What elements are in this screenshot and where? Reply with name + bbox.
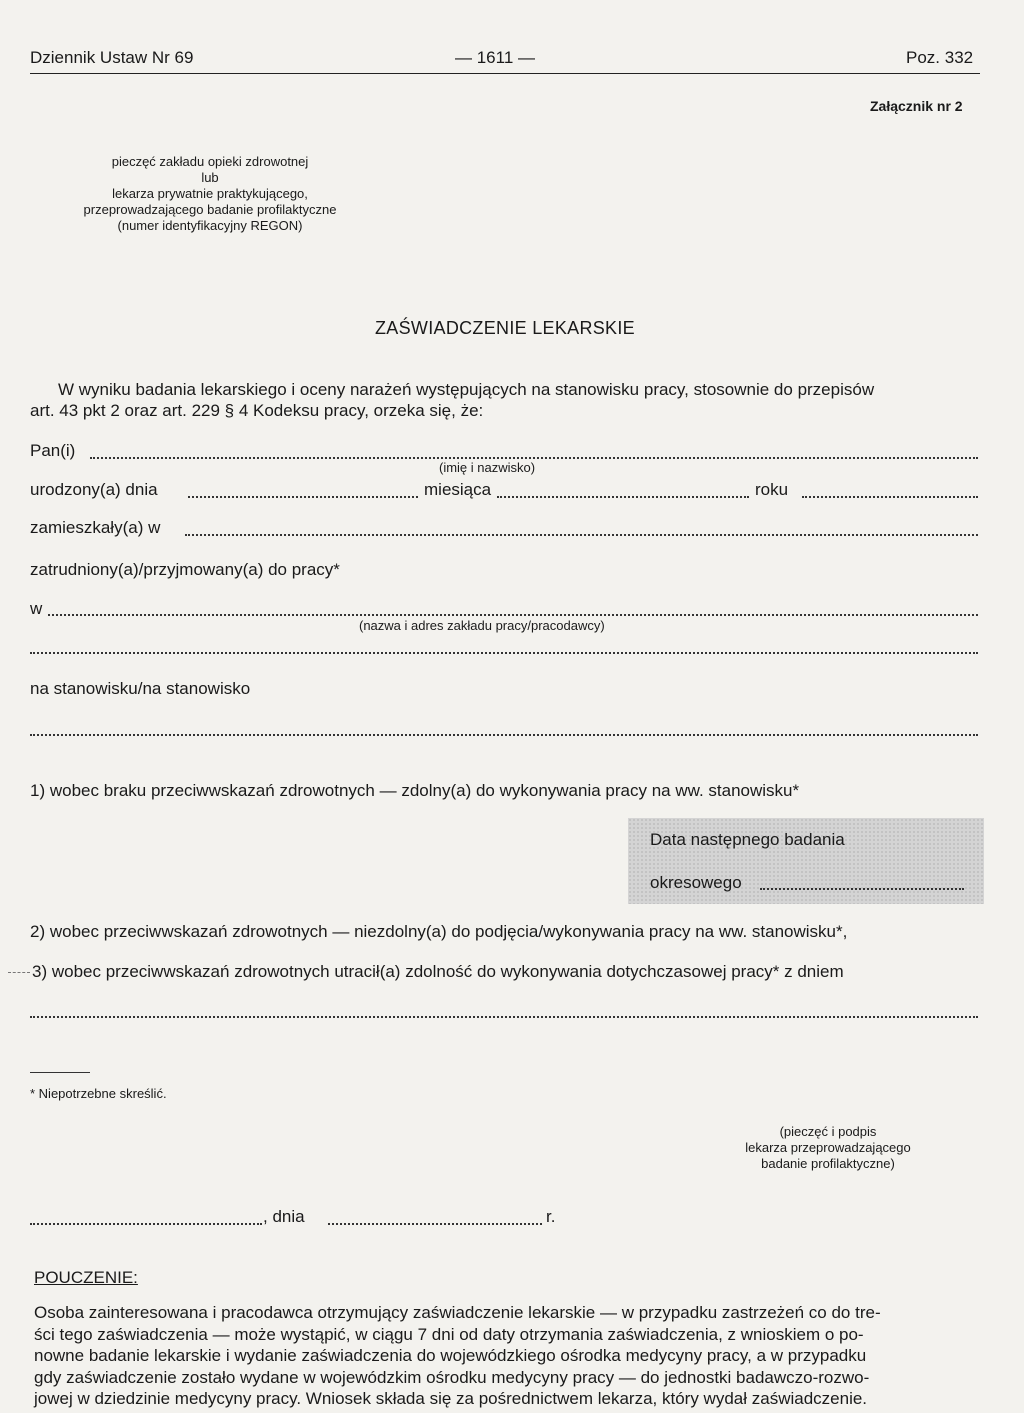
label-year: roku bbox=[755, 480, 789, 499]
next-exam-label-cont: okresowego bbox=[650, 873, 742, 892]
signature-line: badanie profilaktyczne) bbox=[761, 1156, 895, 1171]
stamp-block bbox=[30, 154, 390, 234]
intro-line: art. 43 pkt 2 oraz art. 229 § 4 Kodeksu pracy, orzeka się, że: bbox=[30, 401, 484, 420]
label-dnia: , dnia bbox=[263, 1207, 305, 1226]
journal-title: Dziennik Ustaw Nr 69 bbox=[30, 48, 194, 67]
field-residing[interactable] bbox=[185, 534, 978, 536]
stamp-line: lekarza prywatnie praktykującego, bbox=[112, 186, 308, 201]
label-residing: zamieszkały(a) w bbox=[30, 518, 161, 537]
page-number: — 1611 — bbox=[455, 48, 536, 67]
option-unfit: 2) wobec przeciwwskazań zdrowotnych — niezdolny(a) do podjęcia/wykonywania pracy na ww. stanowisku*, bbox=[30, 922, 848, 941]
label-pan: Pan(i) bbox=[30, 441, 76, 460]
hint-name: (imię i nazwisko) bbox=[439, 460, 536, 475]
stamp-line: lub bbox=[201, 170, 219, 185]
field-born-day[interactable] bbox=[188, 496, 418, 498]
label-w: w bbox=[30, 599, 43, 618]
field-month[interactable] bbox=[497, 496, 749, 498]
next-exam-label: Data następnego badania bbox=[650, 830, 845, 849]
field-next-exam-date[interactable] bbox=[760, 888, 964, 890]
position-number: Poz. 332 bbox=[906, 48, 974, 67]
field-date[interactable] bbox=[328, 1223, 542, 1225]
label-r: r. bbox=[546, 1207, 556, 1226]
field-employer-continued[interactable] bbox=[30, 652, 978, 654]
signature-line: lekarza przeprowadzającego bbox=[745, 1140, 911, 1155]
field-employer[interactable] bbox=[48, 614, 978, 616]
header-rule bbox=[30, 73, 980, 74]
option-fit: 1) wobec braku przeciwwskazań zdrowotnych — zdolny(a) do wykonywania pracy na ww. stanowisku* bbox=[30, 781, 800, 800]
stamp-line: (numer identyfikacyjny REGON) bbox=[117, 218, 303, 233]
hint-employer: (nazwa i adres zakładu pracy/pracodawcy) bbox=[359, 618, 605, 633]
label-month: miesiąca bbox=[424, 480, 492, 499]
field-position[interactable] bbox=[30, 734, 978, 736]
signature-caption bbox=[718, 1124, 938, 1172]
label-position: na stanowisku/na stanowisko bbox=[30, 679, 251, 698]
margin-mark bbox=[8, 972, 30, 973]
option-lost-capacity: 3) wobec przeciwwskazań zdrowotnych utracił(a) zdolność do wykonywania dotychczasowej pracy* z dniem bbox=[32, 962, 844, 981]
stamp-line: przeprowadzającego badanie profilaktyczne bbox=[83, 202, 337, 217]
instruction-text bbox=[34, 1302, 881, 1410]
intro-line: W wyniku badania lekarskiego i oceny narażeń występujących na stanowisku pracy, stosownie do przepisów bbox=[58, 380, 875, 399]
label-employed: zatrudniony(a)/przyjmowany(a) do pracy* bbox=[30, 560, 340, 579]
footnote-rule bbox=[30, 1072, 90, 1073]
field-name[interactable] bbox=[90, 457, 978, 459]
instruction-heading: POUCZENIE: bbox=[34, 1268, 138, 1287]
instruction-line: ści tego zaświadczenia — może wystąpić, w ciągu 7 dni od daty otrzymania zaświadczenia, z wnioskiem o po- bbox=[34, 1324, 864, 1344]
field-date-lost[interactable] bbox=[30, 1016, 978, 1018]
field-place[interactable] bbox=[30, 1223, 262, 1225]
instruction-line: Osoba zainteresowana i pracodawca otrzymujący zaświadczenie lekarskie — w przypadku zastrzeżeń co do tre- bbox=[34, 1303, 881, 1322]
instruction-line: jowej w dziedzinie medycyny pracy. Wniosek składa się za pośrednictwem lekarza, który wydał zaświadczenie. bbox=[34, 1389, 868, 1408]
document-title: ZAŚWIADCZENIE LEKARSKIE bbox=[375, 318, 635, 338]
footnote: * Niepotrzebne skreślić. bbox=[30, 1086, 167, 1101]
annex-label: Załącznik nr 2 bbox=[870, 98, 963, 114]
label-born-day: urodzony(a) dnia bbox=[30, 480, 158, 499]
instruction-line: gdy zaświadczenie zostało wydane w wojewódzkim ośrodku medycyny pracy — do jednostki badawczo-rozwo- bbox=[34, 1367, 870, 1387]
instruction-line: nowne badanie lekarskie i wydanie zaświadczenia do wojewódzkiego ośrodka medycyny pracy, a w przypadku bbox=[34, 1346, 867, 1365]
signature-line: (pieczęć i podpis bbox=[779, 1124, 877, 1139]
field-year[interactable] bbox=[802, 496, 978, 498]
stamp-line: pieczęć zakładu opieki zdrowotnej bbox=[111, 154, 309, 169]
